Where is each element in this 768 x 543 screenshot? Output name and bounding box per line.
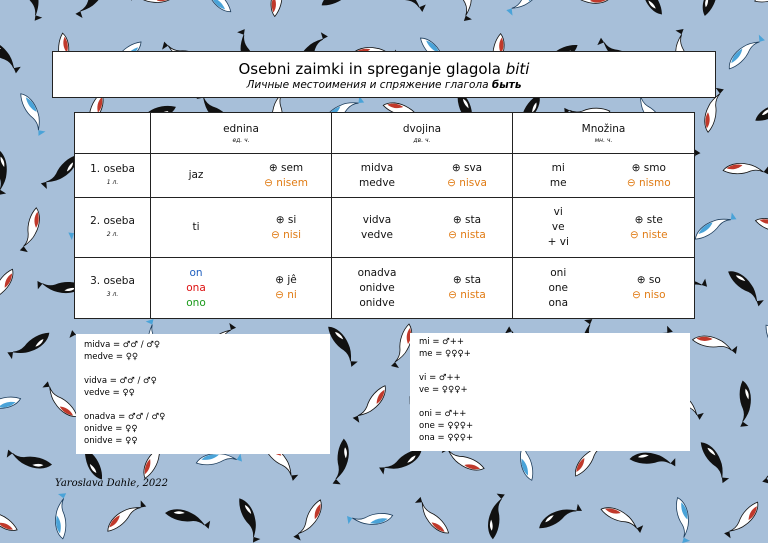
conjugation-table xyxy=(74,112,695,319)
koi-fish-decoration xyxy=(106,493,148,541)
plural-cell xyxy=(513,198,695,258)
koi-fish-decoration xyxy=(692,333,738,358)
koi-fish-decoration xyxy=(726,380,761,428)
pronoun: one xyxy=(548,281,569,294)
koi-fish-decoration xyxy=(75,0,107,21)
koi-fish-decoration xyxy=(0,148,18,197)
pronoun: onidve xyxy=(359,296,395,309)
verb-positive: ⊕ sta xyxy=(452,274,482,286)
koi-fish-decoration xyxy=(662,496,702,543)
person-cell xyxy=(75,154,151,198)
koi-fish-decoration xyxy=(46,491,80,539)
koi-fish-decoration xyxy=(268,0,293,17)
person-cell xyxy=(75,258,151,319)
plural-cell xyxy=(513,258,695,319)
pronoun: ve xyxy=(551,221,565,233)
koi-fish-decoration xyxy=(538,495,584,541)
koi-fish-decoration xyxy=(445,0,483,23)
pronoun: onadva xyxy=(357,266,397,279)
note-line: mi = ♂++ xyxy=(419,337,465,347)
verb-negative: ⊖ niste xyxy=(629,228,668,241)
person-abbr: 2 л. xyxy=(106,230,119,238)
note-line: vidva = ♂♂ / ♂♀ xyxy=(84,376,157,386)
verb-positive: ⊕ so xyxy=(636,274,661,286)
pronoun: vidva xyxy=(362,213,392,226)
koi-fish-decoration xyxy=(0,382,22,420)
verb-positive: ⊕ smo xyxy=(631,161,666,174)
pronoun: vi xyxy=(553,206,563,218)
koi-fish-decoration xyxy=(702,0,727,17)
header-label: dvojina xyxy=(402,122,442,135)
verb-negative: ⊖ nismo xyxy=(626,176,671,189)
header-dual xyxy=(332,113,513,154)
koi-fish-decoration xyxy=(18,208,40,253)
subtitle-verb: быть xyxy=(491,79,522,91)
dual-gender-notes xyxy=(76,334,330,454)
verb-positive: ⊕ jê xyxy=(275,274,297,286)
koi-fish-decoration xyxy=(391,324,412,368)
koi-fish-decoration xyxy=(599,507,645,534)
note-line: oni = ♂++ xyxy=(419,409,467,419)
koi-fish-decoration xyxy=(0,499,23,532)
pronoun: onidve xyxy=(359,281,395,294)
koi-fish-decoration xyxy=(6,321,51,368)
koi-fish-decoration xyxy=(753,323,768,370)
pronoun: medve xyxy=(358,176,396,189)
header-abbr: дв. ч. xyxy=(413,136,431,144)
koi-fish-decoration xyxy=(166,508,211,531)
koi-fish-decoration xyxy=(352,379,388,428)
pronoun: oni xyxy=(550,266,567,279)
koi-fish-decoration xyxy=(6,447,51,471)
note-line: vi = ♂++ xyxy=(419,373,461,383)
header-singular xyxy=(151,113,332,154)
plural-gender-notes xyxy=(410,333,690,451)
table-row-1st-person xyxy=(75,154,695,198)
title-text: Osebni zaimki in spreganje glagola xyxy=(238,60,501,78)
koi-fish-decoration xyxy=(505,0,543,21)
verb-positive: ⊕ ste xyxy=(634,213,663,226)
koi-fish-decoration xyxy=(727,29,766,78)
koi-fish-decoration xyxy=(722,154,768,187)
koi-fish-decoration xyxy=(293,496,323,543)
verb-negative: ⊖ nisem xyxy=(264,176,308,189)
koi-fish-decoration xyxy=(690,441,737,485)
koi-fish-decoration xyxy=(326,439,353,486)
koi-fish-decoration xyxy=(0,263,15,311)
pronoun: midva xyxy=(360,161,394,174)
table-row-3rd-person xyxy=(75,258,695,319)
header-row xyxy=(75,113,695,154)
note-line: midva = ♂♂ / ♂♀ xyxy=(84,340,161,350)
koi-fish-decoration xyxy=(8,92,54,138)
koi-fish-decoration xyxy=(226,497,270,543)
dual-cell xyxy=(332,154,513,198)
koi-fish-decoration xyxy=(320,0,367,18)
verb-positive: ⊕ sva xyxy=(451,161,483,174)
header-plural xyxy=(513,113,695,154)
singular-cell xyxy=(151,198,332,258)
title-verb: biti xyxy=(505,60,530,78)
koi-fish-decoration xyxy=(0,38,26,74)
subtitle-text: Личные местоимения и спряжение глагола xyxy=(246,79,489,91)
verb-positive: ⊕ si xyxy=(275,213,297,226)
koi-fish-decoration xyxy=(484,493,511,539)
koi-fish-decoration xyxy=(693,204,738,251)
koi-fish-decoration xyxy=(721,269,768,307)
koi-fish-decoration xyxy=(754,90,768,134)
note-line: ve = ♀♀♀+ xyxy=(419,385,468,395)
koi-fish-decoration xyxy=(754,218,768,242)
dual-cell xyxy=(332,258,513,319)
pronoun: mi xyxy=(551,161,565,174)
page-title xyxy=(53,60,715,78)
note-line: onadva = ♂♂ / ♂♀ xyxy=(84,412,166,422)
title-box xyxy=(52,51,716,98)
verb-positive: ⊕ sem xyxy=(268,161,304,174)
note-line: me = ♀♀♀+ xyxy=(419,349,471,359)
koi-fish-decoration xyxy=(381,0,428,12)
pronoun-neuter: ono xyxy=(186,296,206,309)
koi-fish-decoration xyxy=(627,0,673,16)
singular-cell xyxy=(151,154,332,198)
singular-cell xyxy=(151,258,332,319)
verb-positive: ⊕ sta xyxy=(452,213,482,226)
koi-fish-decoration xyxy=(345,499,394,536)
person-cell xyxy=(75,198,151,258)
person-label: 3. oseba xyxy=(90,275,135,287)
koi-fish-decoration xyxy=(192,0,240,14)
pronoun: vedve xyxy=(360,228,393,241)
header-corner-cell xyxy=(75,113,151,154)
koi-fish-decoration xyxy=(753,0,768,17)
pronoun: me xyxy=(549,176,567,189)
note-line: vedve = ♀♀ xyxy=(84,388,135,398)
header-label: ednina xyxy=(223,122,259,135)
person-abbr: 3 л. xyxy=(106,291,119,298)
header-label: Množina xyxy=(581,122,626,135)
dual-cell xyxy=(332,198,513,258)
author-credit: Yaroslava Dahle, 2022 xyxy=(55,478,169,489)
verb-negative: ⊖ nisva xyxy=(447,176,487,189)
header-abbr: мн. ч. xyxy=(594,136,613,144)
koi-fish-decoration xyxy=(128,0,177,13)
note-line: onidve = ♀♀ xyxy=(84,436,138,446)
verb-negative: ⊖ nista xyxy=(448,289,486,301)
koi-fish-decoration xyxy=(409,496,458,536)
koi-fish-decoration xyxy=(762,440,768,485)
koi-fish-decoration xyxy=(563,0,610,9)
note-line: one = ♀♀♀+ xyxy=(419,421,474,431)
koi-fish-decoration xyxy=(723,495,760,543)
header-abbr: ед. ч. xyxy=(232,136,250,144)
note-line: onidve = ♀♀ xyxy=(84,424,138,434)
pronoun: jaz xyxy=(188,169,204,181)
pronoun-masculine: on xyxy=(189,266,203,279)
verb-negative: ⊖ nisi xyxy=(270,228,302,241)
pronoun: ona xyxy=(548,296,568,309)
page-subtitle xyxy=(53,78,715,92)
plural-cell xyxy=(513,154,695,198)
koi-fish-decoration xyxy=(9,0,52,22)
note-line: medve = ♀♀ xyxy=(84,352,139,362)
person-label: 2. oseba xyxy=(90,214,135,227)
verb-negative: ⊖ nista xyxy=(448,228,486,241)
table-row-2nd-person xyxy=(75,198,695,258)
person-abbr: 1 л. xyxy=(106,178,119,186)
pronoun: ti xyxy=(192,221,200,233)
verb-negative: ⊖ niso xyxy=(631,289,666,301)
pronoun: + vi xyxy=(547,236,569,248)
verb-negative: ⊖ ni xyxy=(275,289,297,301)
note-line: ona = ♀♀♀+ xyxy=(419,433,474,443)
person-label: 1. oseba xyxy=(90,162,135,175)
pronoun-feminine: ona xyxy=(186,281,206,294)
